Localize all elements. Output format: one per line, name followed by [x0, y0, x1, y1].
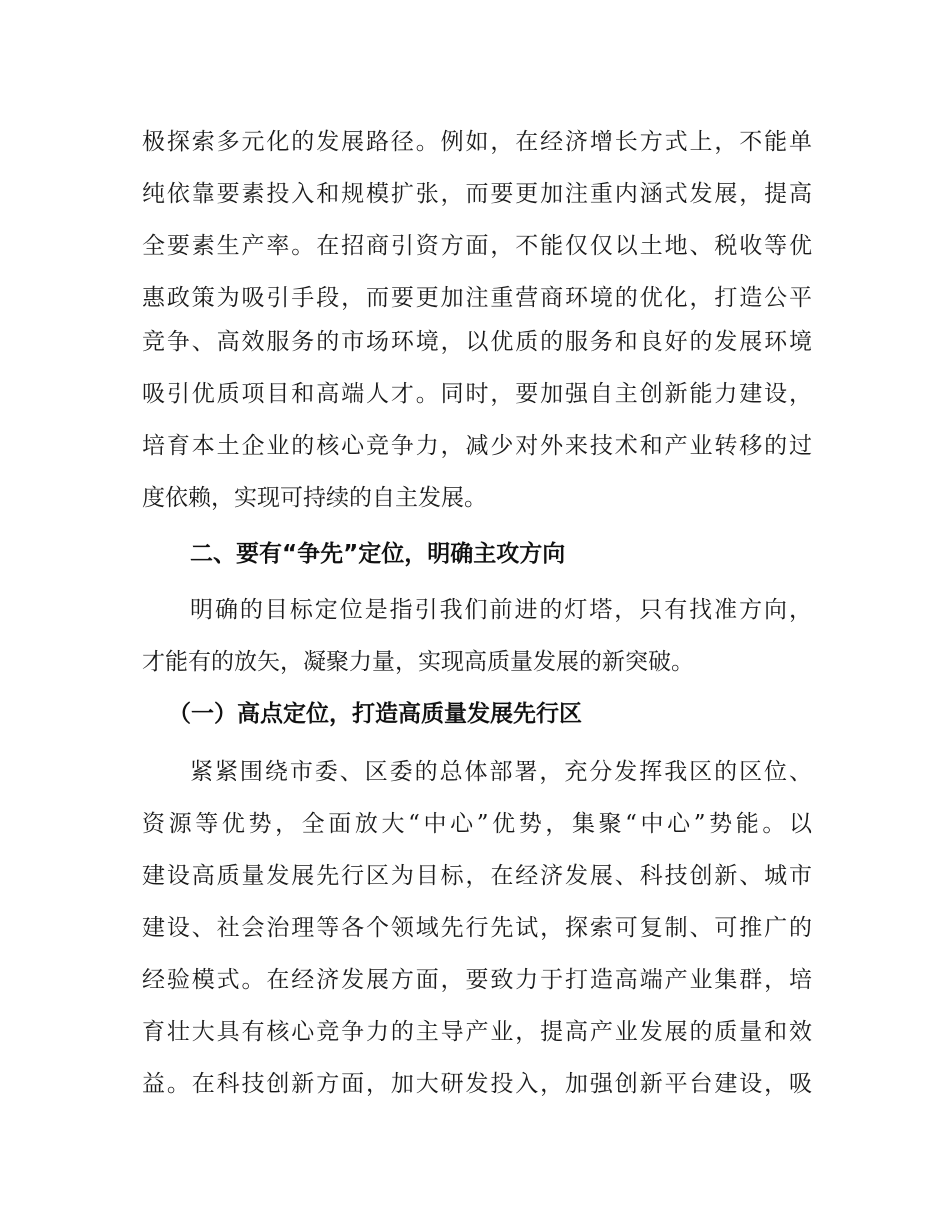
section-heading: 二、要有“争先”定位，明确主攻方向: [190, 541, 566, 567]
paragraph-line: 全要素生产率。在招商引资方面，不能仅仅以土地、税收等优: [142, 233, 812, 259]
paragraph-line: 资源等优势，全面放大“中心”优势，集聚“中心”势能。以: [142, 811, 812, 837]
paragraph-line: 育壮大具有核心竞争力的主导产业，提高产业发展的质量和效: [142, 1019, 812, 1045]
paragraph-line: 益。在科技创新方面，加大研发投入，加强创新平台建设，吸: [142, 1071, 812, 1097]
paragraph-line: 培育本土企业的核心竞争力，减少对外来技术和产业转移的过: [142, 433, 812, 459]
paragraph-line: 建设高质量发展先行区为目标，在经济发展、科技创新、城市: [142, 863, 812, 889]
paragraph-line: 经验模式。在经济发展方面，要致力于打造高端产业集群，培: [142, 967, 812, 993]
paragraph-line: 惠政策为吸引手段，而要更加注重营商环境的优化，打造公平: [142, 285, 812, 311]
subsection-heading: （一）高点定位，打造高质量发展先行区: [168, 701, 582, 727]
paragraph-line: 明确的目标定位是指引我们前进的灯塔，只有找准方向，: [190, 597, 812, 623]
paragraph-line: 纯依靠要素投入和规模扩张，而要更加注重内涵式发展，提高: [142, 181, 812, 207]
paragraph-line: 竞争、高效服务的市场环境，以优质的服务和良好的发展环境: [142, 329, 812, 355]
paragraph-line: 紧紧围绕市委、区委的总体部署，充分发挥我区的区位、: [190, 759, 812, 785]
paragraph-line: 建设、社会治理等各个领域先行先试，探索可复制、可推广的: [142, 915, 812, 941]
paragraph-line: 极探索多元化的发展路径。例如，在经济增长方式上，不能单: [142, 129, 812, 155]
paragraph-line: 才能有的放矢，凝聚力量，实现高质量发展的新突破。: [142, 649, 694, 675]
paragraph-line: 度依赖，实现可持续的自主发展。: [142, 485, 487, 511]
paragraph-line: 吸引优质项目和高端人才。同时，要加强自主创新能力建设，: [142, 381, 812, 407]
